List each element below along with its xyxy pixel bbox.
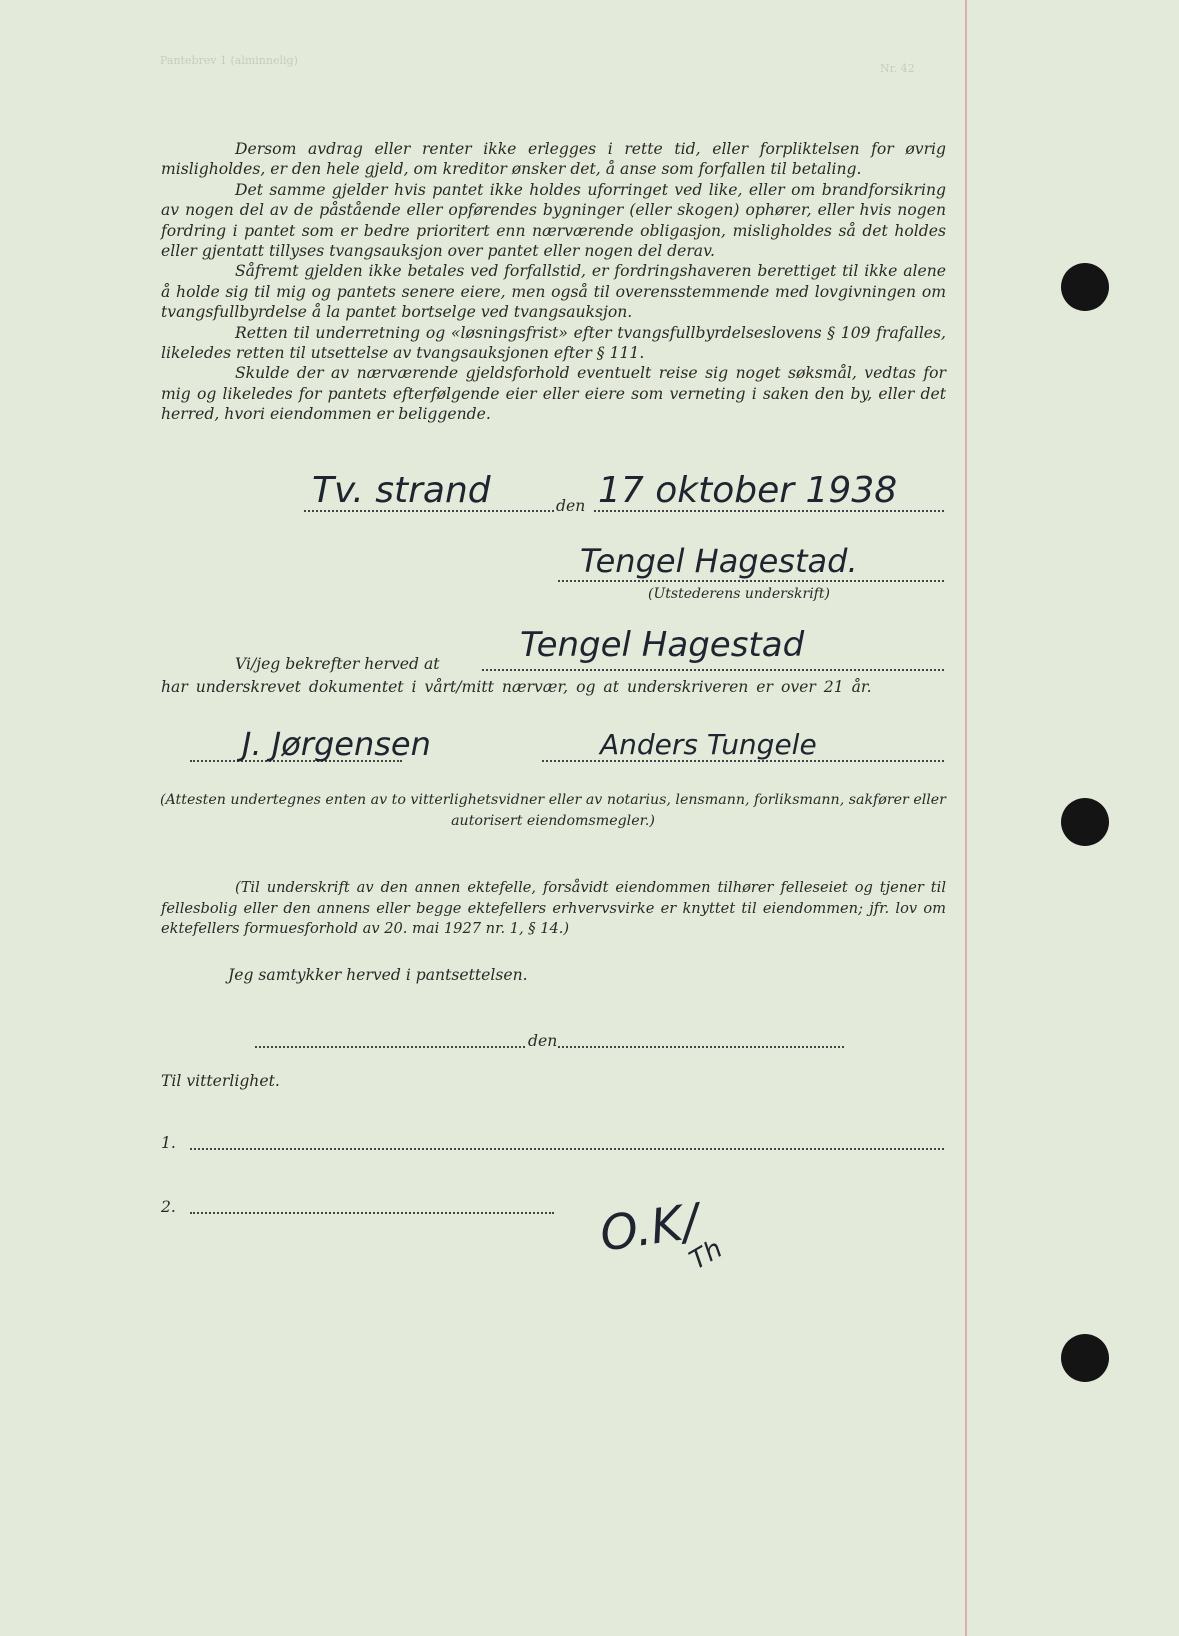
spouse-date-dotted-line [558, 1046, 844, 1048]
witness-statement-line2: har underskrevet dokumentet i vårt/mitt nærvær, og at underskriveren er over 21 år. [161, 678, 872, 696]
paragraph-enforcement: Såfremt gjelden ikke betales ved forfallstid, er fordringshaveren berettiget til ikke alene å holde sig til mig og pantets senere eiere, men også til overensstemmende med lovgivningen om tvangsfullbyrdelse å la pantet bortselge ved tvangsauksjon. [161, 262, 946, 322]
witness-line-1-label: 1. [161, 1134, 176, 1152]
date-handwritten: 17 oktober 1938 [598, 470, 898, 511]
witness-line-1 [190, 1148, 944, 1150]
ok-initials: Th [684, 1233, 728, 1277]
punch-hole-middle [1061, 798, 1109, 846]
margin-line [965, 0, 967, 1636]
issuer-dotted-line [558, 580, 944, 582]
witness-note: (Attesten undertegnes enten av to vitterlighetsvidner eller av notarius, lensmann, forliksmann, sakfører eller autorisert eiendomsmegler.) [160, 792, 946, 829]
spouse-note [161, 878, 946, 940]
witness-left-signature: J. Jørgensen [242, 725, 431, 763]
witness-line-2 [190, 1212, 554, 1214]
faint-header-right: Nr. 42 [880, 62, 915, 75]
faint-header [160, 54, 920, 114]
paragraph-default: Dersom avdrag eller renter ikke erlegges i rette tid, eller forpliktelsen for øvrig misligholdes, er den hele gjeld, om kreditor ønsker det, å anse som forfallen til betaling. [161, 140, 946, 179]
paragraph-notice: Retten til underretning og «løsningsfrist» efter tvangsfullbyrdelseslovens § 109 frafalles, likeledes retten til utsettelse av tvangsauksjonen efter § 111. [161, 323, 946, 363]
spouse-consent: Jeg samtykker herved i pantsettelsen. [228, 966, 528, 984]
witness-line-2-label: 2. [161, 1198, 176, 1216]
punch-hole-bottom [1061, 1334, 1109, 1382]
spouse-place-dotted-line [255, 1046, 525, 1048]
witness-statement-prefix: Vi/jeg bekrefter herved at [235, 655, 440, 673]
paragraph-insurance: Det samme gjelder hvis pantet ikke holdes uforringet ved like, eller om brandforsikring av nogen del av de påstående eller opførendes bygninger (eller skogen) ophører, eller hvis nogen fordring i pantet som er bedre prioritert enn nærværende obligasjon, misligholdes så det holdes eller gjentatt tillyses tvangsauksjon over pantet eller nogen del derav. [161, 180, 946, 261]
punch-hole-top [1061, 263, 1109, 311]
issuer-caption: (Utstederens underskrift) [648, 586, 830, 602]
witness-name-handwritten: Tengel Hagestad [520, 625, 805, 665]
terms-text [161, 139, 946, 425]
witness-right-signature: Anders Tungele [600, 728, 817, 761]
til-vitterlighet-label: Til vitterlighet. [161, 1072, 280, 1090]
witness-name-dotted-line [482, 669, 944, 671]
spouse-note-text: (Til underskrift av den annen ektefelle, forsåvidt eiendommen tilhører felleseiet og tjener til fellesbolig eller den annens eller begge ektefellers erhvervsvirke er knyttet til eiendommen; jfr. lov om ektefellers formuesforhold av 20. mai 1927 nr. 1, § 14.) [161, 879, 946, 938]
ok-annotation: O.K/ [596, 1193, 703, 1263]
date-den-label: den [556, 497, 586, 515]
spouse-den-label: den [528, 1032, 558, 1050]
issuer-signature: Tengel Hagestad. [580, 542, 858, 580]
faint-header-left: Pantebrev 1 (alminnelig) [160, 54, 298, 67]
paragraph-venue: Skulde der av nærværende gjeldsforhold eventuelt reise sig noget søksmål, vedtas for mig og likeledes for pantets efterfølgende eier eller eiere som verneting i saken den by, eller det herred, hvori eiendommen er beliggende. [161, 364, 946, 424]
place-handwritten: Tv. strand [312, 470, 491, 511]
